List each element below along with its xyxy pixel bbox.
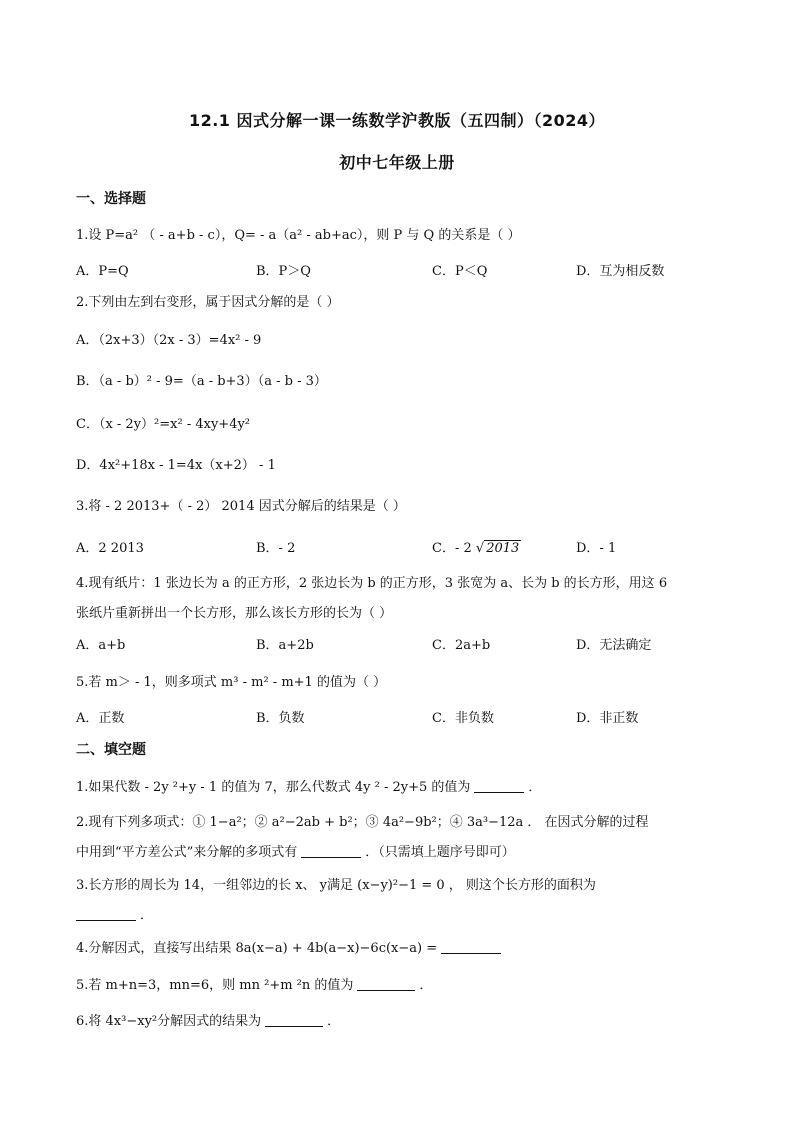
fill-q1-text: 1.如果代数 - 2y ²+y - 1 的值为 7，那么代数式 4y ² - 2y+5 的值为: [76, 780, 471, 795]
q4-option-d: D．无法确定: [576, 638, 652, 653]
answer-blank: [301, 844, 361, 858]
fill-question-3-line1: 3.长方形的周长为 14，一组邻边的长 x、 y满足 (x−y)²−1 = 0 ， 则这个长方形的面积为: [76, 878, 596, 893]
fill-q4-text: 4.分解因式，直接写出结果 8a(x−a) + 4b(a−x)−6c(x−a) =: [76, 941, 438, 956]
question-5-stem: 5.若 m＞ - 1，则多项式 m³ - m² - m+1 的值为（ ）: [76, 675, 387, 690]
question-2-stem: 2.下列由左到右变形，属于因式分解的是（ ）: [76, 295, 340, 310]
fill-q6-text: 6.将 4x³−xy²分解因式的结果为: [76, 1014, 262, 1029]
q4-option-a: A．a+b: [76, 638, 126, 653]
fill-q2-tail: ．（只需填上题序号即可）: [365, 845, 515, 860]
q3-option-b: B．- 2: [256, 541, 296, 556]
q2-option-a: A．（2x+3）（2x - 3）=4x² - 9: [76, 333, 262, 348]
answer-blank: [76, 907, 136, 921]
q1-option-c: C．P＜Q: [432, 264, 488, 279]
fill-q1-period: ．: [528, 780, 542, 795]
fill-question-1: [76, 776, 541, 795]
q3-option-d: D．- 1: [576, 541, 617, 556]
q5-option-c: C．非负数: [432, 711, 494, 726]
sqrt-symbol: √ 2013: [475, 541, 520, 556]
page-title: 12.1 因式分解一课一练数学沪教版（五四制）（2024）: [188, 111, 606, 130]
q2-option-c: C．（x - 2y）²=x² - 4xy+4y²: [76, 417, 251, 432]
answer-blank: [474, 779, 524, 793]
q5-option-a: A．正数: [76, 711, 125, 726]
fill-question-5: [76, 974, 432, 993]
question-4-stem-line2: 张纸片重新拼出一个长方形，那么该长方形的长为（ ）: [76, 606, 393, 621]
q4-option-c: C．2a+b: [432, 638, 491, 653]
fill-question-2-line2: [76, 841, 515, 860]
question-4-stem-line1: 4.现有纸片：1 张边长为 a 的正方形，2 张边长为 b 的正方形，3 张宽为 a、长为 b 的长方形，用这 6: [76, 576, 668, 591]
q3-option-c: [432, 537, 521, 556]
question-1-stem: 1.设 P=a² （ - a+b - c），Q= - a（a² - ab+ac），则 P 与 Q 的关系是（ ）: [76, 228, 521, 243]
question-3-stem: 3.将 - 2 2013+（ - 2） 2014 因式分解后的结果是（ ）: [76, 499, 406, 514]
fill-q2-text: 中用到“平方差公式”来分解的多项式有: [76, 845, 298, 860]
q4-option-b: B．a+2b: [256, 638, 314, 653]
fill-question-3-line2: [76, 904, 153, 923]
q5-option-d: D．非正数: [576, 711, 639, 726]
fill-question-4: [76, 937, 505, 956]
fill-question-6: [76, 1010, 340, 1029]
section-heading-choice: 一、选择题: [76, 191, 146, 207]
fill-question-2-line1: 2.现有下列多项式：① 1−a²；② a²−2ab + b²；③ 4a²−9b²；④ 3a³−12a ． 在因式分解的过程: [76, 815, 649, 830]
page-subtitle: 初中七年级上册: [339, 153, 455, 172]
q2-option-d: D．4x²+18x - 1=4x（x+2） - 1: [76, 458, 276, 473]
q1-option-a: A．P=Q: [76, 264, 129, 279]
answer-blank: [357, 977, 415, 991]
q2-option-b: B．（a - b）² - 9=（a - b+3）（a - b - 3）: [76, 374, 327, 389]
answer-blank: [265, 1013, 323, 1027]
answer-blank: [441, 940, 501, 954]
q3-option-c-radicand: 2013: [486, 541, 520, 556]
q3-option-a: A．2 2013: [76, 541, 144, 556]
fill-q3-period: ．: [140, 908, 154, 923]
section-heading-fill: 二、填空题: [76, 742, 146, 758]
q1-option-b: B．P＞Q: [256, 264, 311, 279]
fill-q5-text: 5.若 m+n=3，mn=6，则 mn ²+m ²n 的值为: [76, 978, 354, 993]
q3-option-c-label: C．- 2: [432, 541, 472, 556]
q1-option-d: D．互为相反数: [576, 264, 665, 279]
q5-option-b: B．负数: [256, 711, 305, 726]
fill-q5-period: ．: [419, 978, 433, 993]
fill-q6-period: ．: [327, 1014, 341, 1029]
